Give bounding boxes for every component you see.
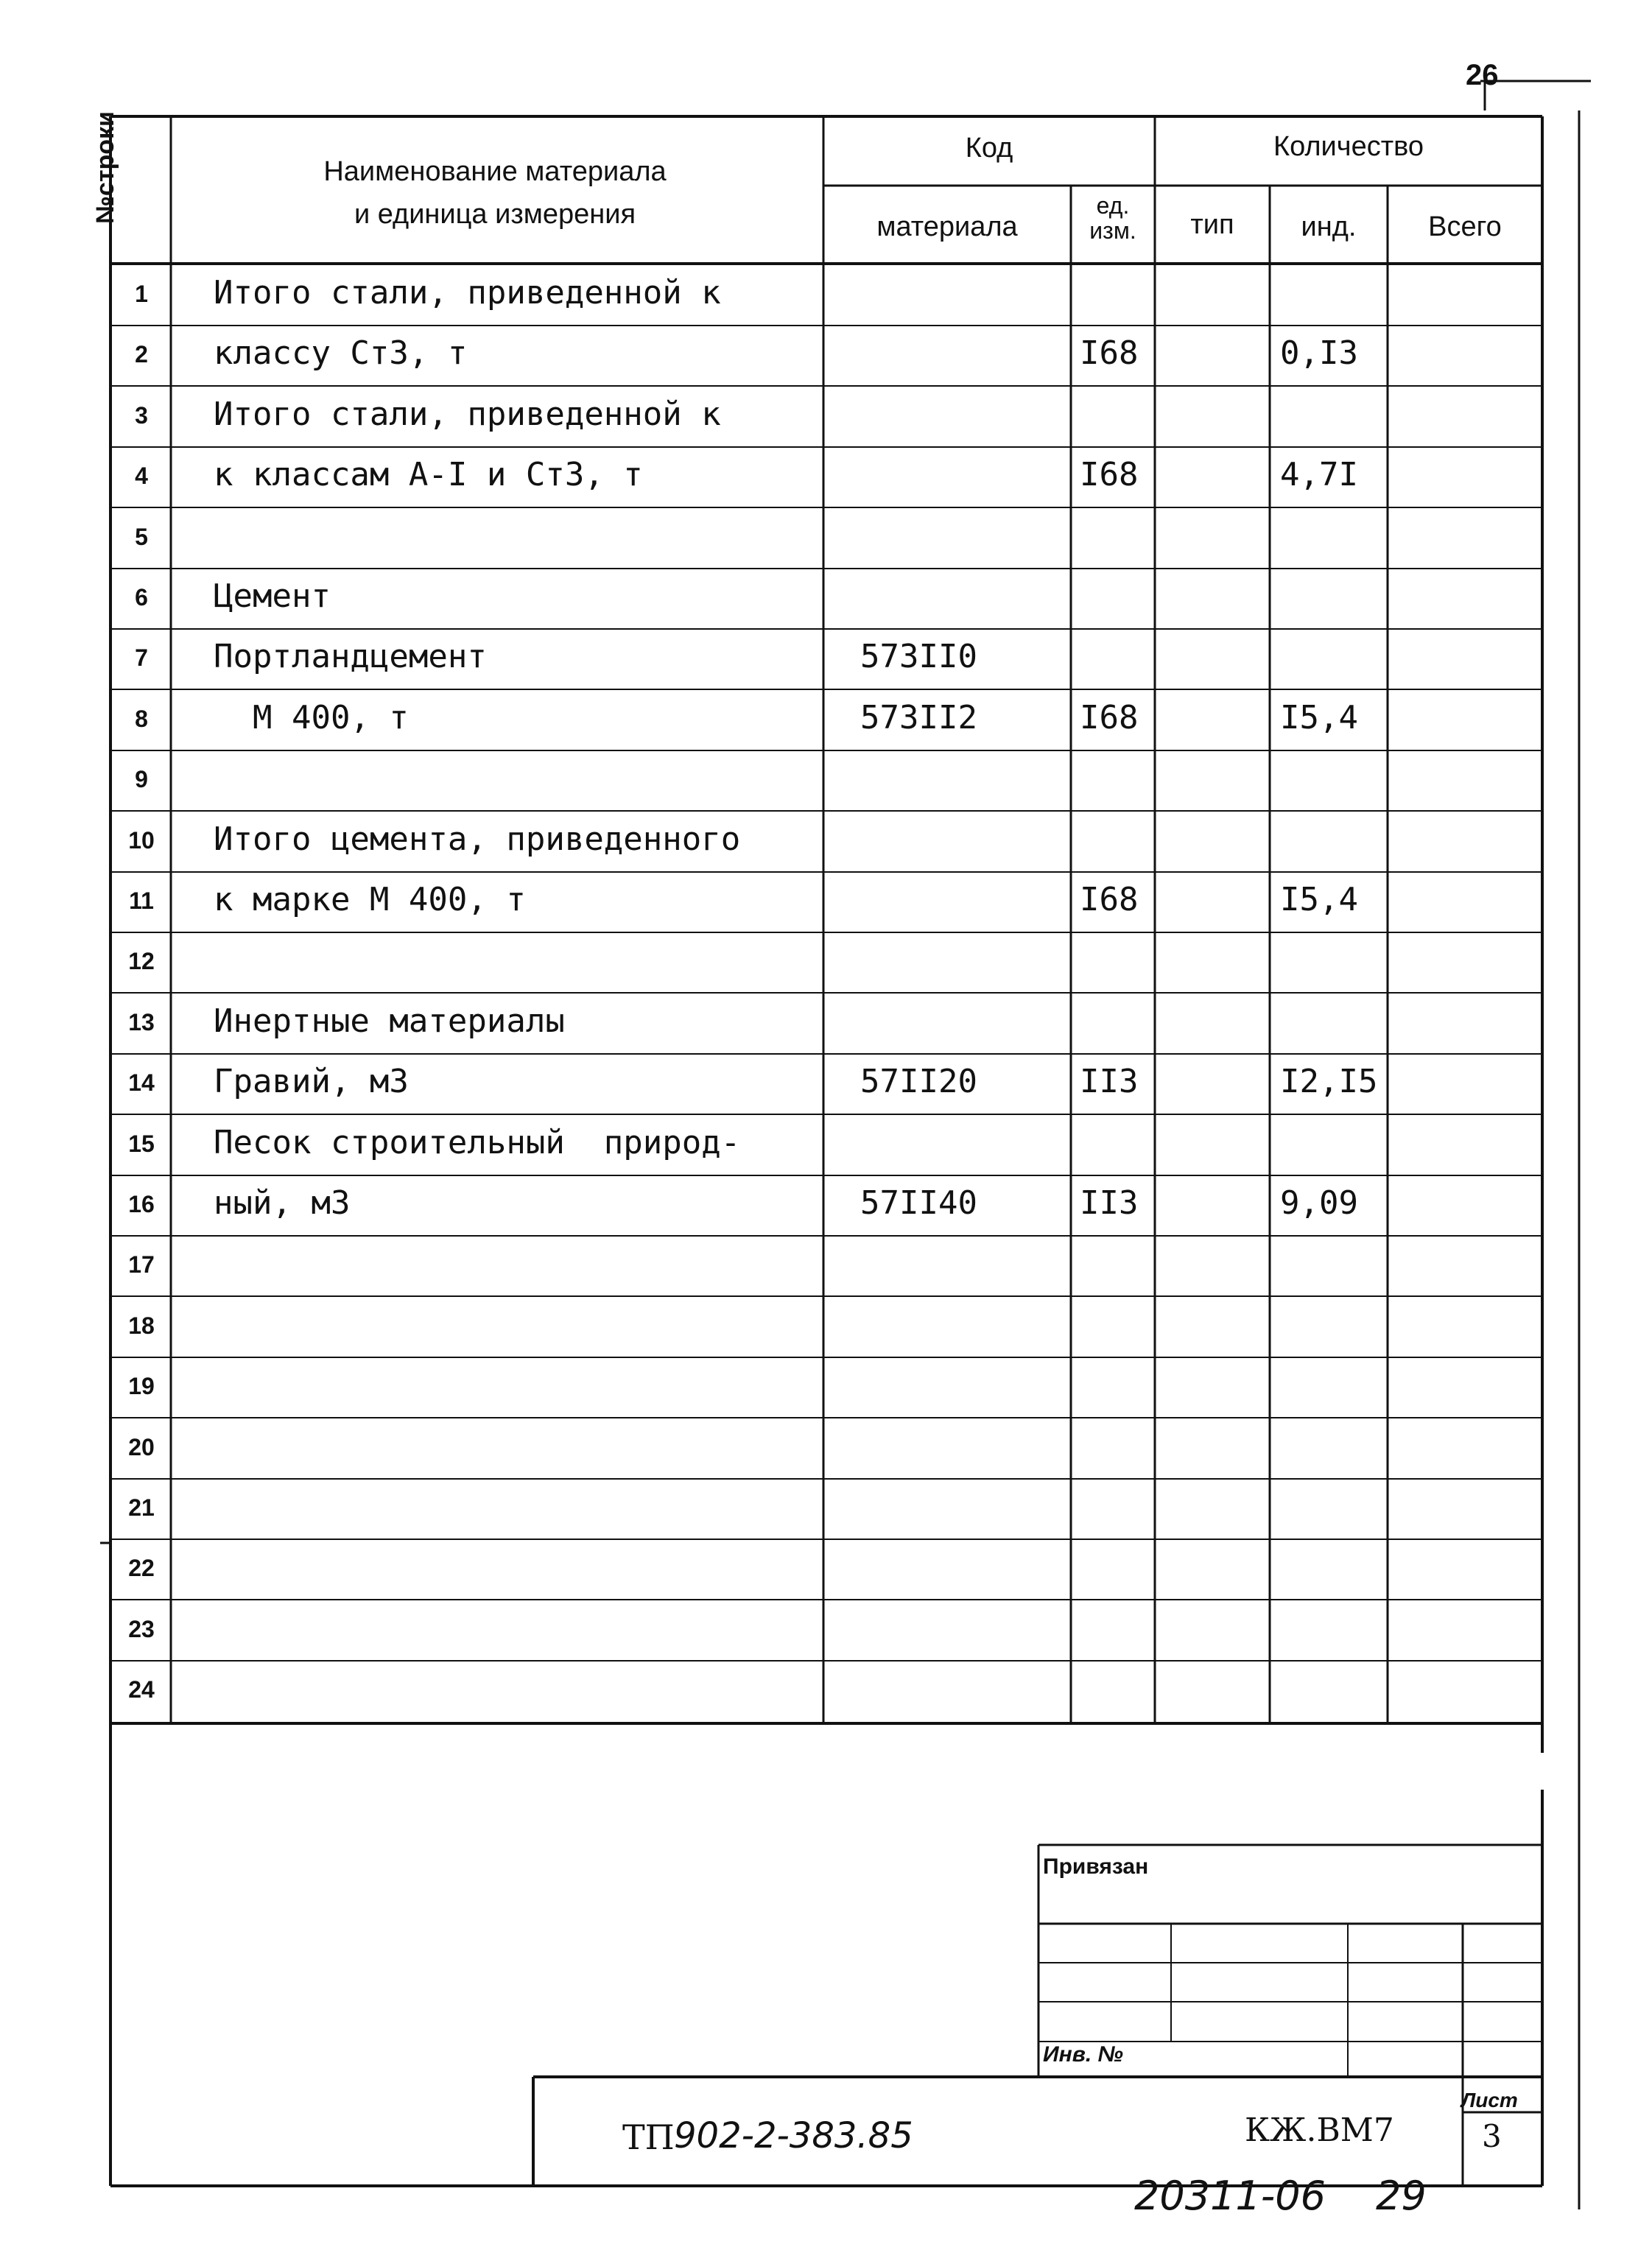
doc-code: КЖ.ВМ7	[1245, 2111, 1394, 2149]
unit-code: I68	[1080, 699, 1139, 736]
material-name: Итого стали, приведенной к	[214, 395, 721, 433]
material-name: Инертные материалы	[214, 1002, 565, 1040]
inv-number-label: Инв. №	[1043, 2042, 1123, 2067]
sheet-number: 3	[1482, 2118, 1502, 2154]
qty-ind: 4,7I	[1280, 456, 1358, 493]
page-number: 26	[1466, 59, 1499, 91]
row-number: 9	[135, 766, 148, 792]
row-number: 24	[128, 1676, 155, 1703]
archive-page: 29	[1376, 2173, 1427, 2219]
row-number: 22	[128, 1555, 155, 1581]
material-name: Гравий, м3	[214, 1063, 409, 1100]
material-name: Итого стали, приведенной к	[214, 274, 721, 312]
unit-code: II3	[1080, 1184, 1139, 1222]
material-name: ный, м3	[214, 1184, 351, 1222]
doc-number: 902-2-383.85	[674, 2115, 913, 2156]
row-number: 2	[135, 341, 148, 368]
material-name-header-line1: Наименование материала	[323, 156, 667, 187]
row-number: 5	[135, 524, 148, 550]
qty-ind: I5,4	[1280, 699, 1358, 736]
material-name: Итого цемента, приведенного	[214, 820, 741, 858]
row-number: 15	[128, 1130, 155, 1157]
qty-ind: 9,09	[1280, 1184, 1358, 1222]
quantity-header: Количество	[1273, 131, 1424, 162]
qty-ind: I5,4	[1280, 881, 1358, 918]
material-name: к марке М 400, т	[214, 881, 526, 918]
qty-type-header: тип	[1190, 209, 1234, 240]
row-number: 4	[135, 463, 148, 489]
code-unit-header-line1: ед.	[1096, 192, 1130, 219]
row-number: 8	[135, 706, 148, 732]
row-number: 21	[128, 1494, 155, 1521]
row-number: 3	[135, 402, 148, 429]
qty-ind-header: инд.	[1301, 211, 1357, 242]
material-name: Песок строительный природ-	[214, 1124, 741, 1161]
doc-prefix: ТП	[622, 2117, 675, 2157]
row-number-header: №строки	[91, 111, 119, 224]
qty-ind: I2,I5	[1280, 1063, 1378, 1100]
archive-number: 20311-06	[1134, 2173, 1326, 2219]
material-name: к классам А-I и Ст3, т	[214, 456, 643, 493]
code-unit-header-line2: изм.	[1089, 217, 1136, 244]
qty-total-header: Всего	[1428, 211, 1502, 242]
material-name: М 400, т	[214, 699, 409, 736]
row-number: 11	[129, 887, 154, 914]
bound-label: Привязан	[1043, 1854, 1149, 1879]
code-header: Код	[965, 133, 1013, 163]
row-number: 13	[128, 1009, 155, 1035]
row-number: 16	[128, 1191, 155, 1217]
code-material-header: материала	[876, 211, 1018, 242]
material-code: 573II0	[860, 638, 977, 675]
row-number: 6	[135, 584, 148, 611]
material-code: 57II40	[860, 1184, 977, 1222]
row-number: 1	[135, 281, 148, 307]
material-code: 57II20	[860, 1063, 977, 1100]
row-number: 23	[128, 1616, 155, 1642]
unit-code: I68	[1080, 881, 1139, 918]
row-number: 12	[128, 948, 155, 974]
unit-code: I68	[1080, 334, 1139, 372]
unit-code: I68	[1080, 456, 1139, 493]
row-number: 7	[135, 644, 148, 671]
row-number: 17	[128, 1251, 155, 1278]
material-name-header-line2: и единица измерения	[354, 199, 636, 230]
material-name: Портландцемент	[214, 638, 487, 675]
row-number: 10	[128, 827, 155, 854]
row-number: 18	[128, 1312, 155, 1339]
unit-code: II3	[1080, 1063, 1139, 1100]
qty-ind: 0,I3	[1280, 334, 1358, 372]
row-number: 20	[128, 1434, 155, 1460]
material-name: Цемент	[214, 577, 331, 615]
row-number: 14	[128, 1069, 155, 1096]
sheet-label: Лист	[1461, 2089, 1518, 2111]
row-number: 19	[128, 1373, 155, 1399]
material-name: классу Ст3, т	[214, 334, 468, 372]
material-code: 573II2	[860, 699, 977, 736]
